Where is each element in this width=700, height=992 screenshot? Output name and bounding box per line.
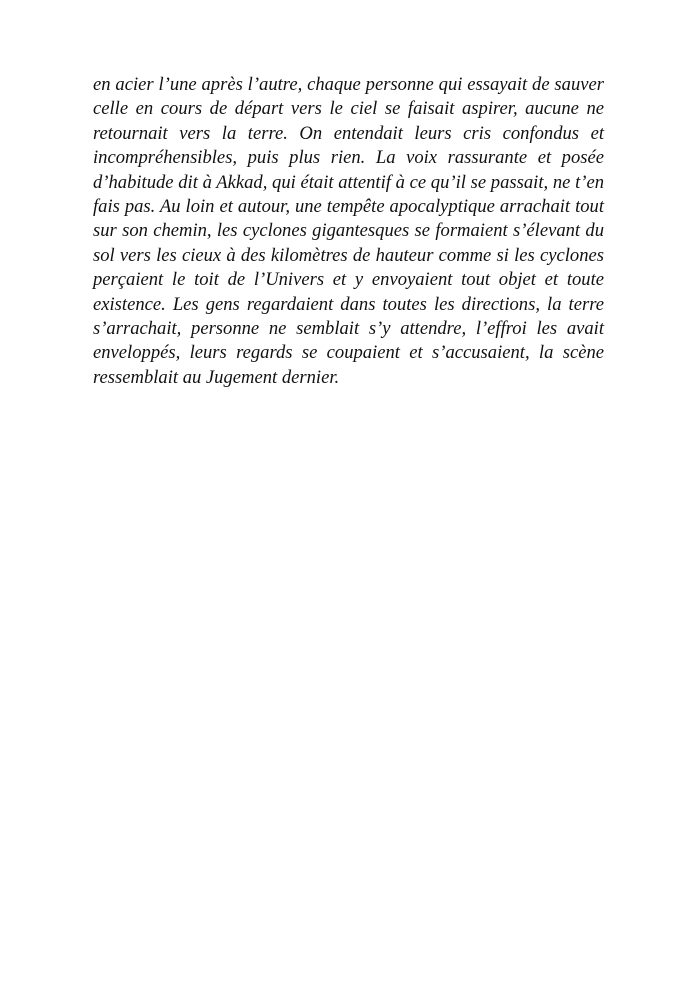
paragraph-line: sur son chemin, les cyclones gigantesques se formaient s’élevant du — [93, 220, 604, 242]
paragraph-line: d’habitude dit à Akkad, qui était attentif à ce qu’il se passait, ne t’en — [93, 171, 604, 193]
paragraph-line: en acier l’une après l’autre, chaque personne qui essayait de sauver — [93, 74, 604, 95]
paragraph-line: existence. Les gens regardaient dans toutes les directions, la terre — [93, 293, 604, 315]
paragraph-line: perçaient le toit de l’Univers et y envoyaient tout objet et toute — [93, 269, 604, 291]
paragraph-line: incompréhensibles, puis plus rien. La voix rassurante et posée — [93, 147, 604, 169]
paragraph-line: sol vers les cieux à des kilomètres de hauteur comme si les cyclones — [93, 244, 604, 266]
paragraph-line: fais pas. Au loin et autour, une tempête apocalyptique arrachait tout — [93, 196, 604, 218]
paragraph-line: celle en cours de départ vers le ciel se faisait aspirer, aucune ne — [93, 98, 604, 120]
body-paragraph — [93, 73, 604, 390]
paragraph-line: retournait vers la terre. On entendait leurs cris confondus et — [93, 122, 604, 144]
paragraph-line: enveloppés, leurs regards se coupaient et s’accusaient, la scène — [93, 342, 604, 364]
paragraph-line: ressemblait au Jugement dernier. — [93, 366, 340, 388]
paragraph-line: s’arrachait, personne ne semblait s’y attendre, l’effroi les avait — [93, 318, 604, 340]
